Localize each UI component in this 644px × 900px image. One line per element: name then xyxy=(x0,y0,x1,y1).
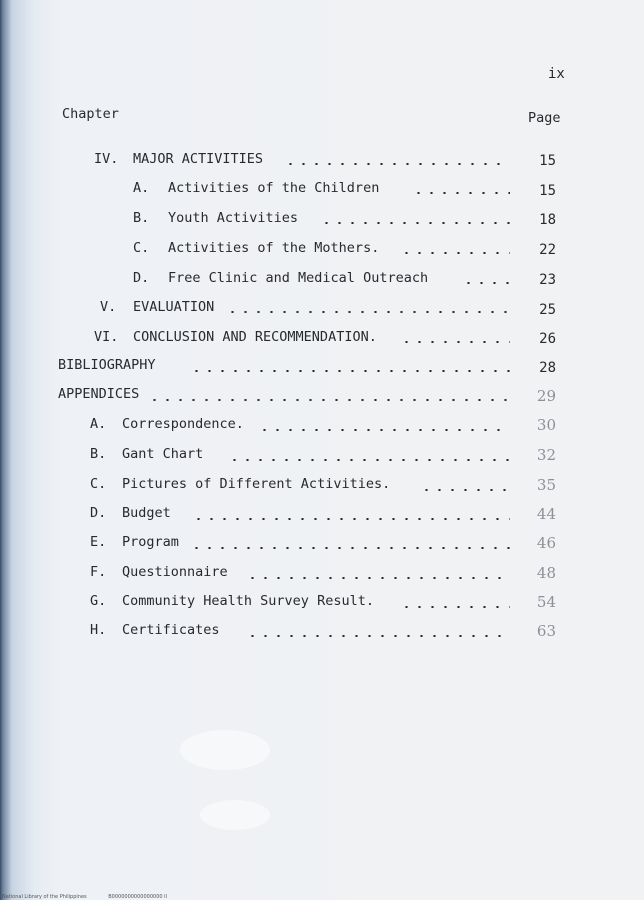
entry-page: 30 xyxy=(536,416,556,434)
leader-dots xyxy=(246,635,510,637)
entry-page: 46 xyxy=(536,534,556,552)
chapter-heading: Chapter xyxy=(62,106,119,122)
entry-label: F. xyxy=(90,564,107,580)
entry-title: Activities of the Children xyxy=(168,180,380,196)
leader-dots xyxy=(190,547,510,549)
leader-dots xyxy=(190,370,510,372)
leader-dots xyxy=(400,341,510,343)
entry-page: 15 xyxy=(539,183,556,199)
entry-page: 25 xyxy=(539,302,556,318)
entry-title: Certificates xyxy=(122,622,220,638)
leader-dots xyxy=(400,252,510,254)
leader-dots xyxy=(246,577,510,579)
entry-page: 35 xyxy=(536,476,556,494)
footer-left: National Library of the Philippines xyxy=(2,894,87,900)
entry-label: V. xyxy=(100,299,117,315)
entry-title: CONCLUSION AND RECOMMENDATION. xyxy=(133,329,377,345)
entry-title: Youth Activities xyxy=(168,210,299,226)
entry-page: 48 xyxy=(536,564,556,582)
entry-title: Free Clinic and Medical Outreach xyxy=(168,270,429,286)
entry-title: Gant Chart xyxy=(122,446,204,462)
leader-dots xyxy=(148,399,510,401)
entry-page: 29 xyxy=(536,387,556,405)
entry-page: 54 xyxy=(536,593,556,611)
leader-dots xyxy=(420,489,510,491)
page-number: ix xyxy=(548,66,565,82)
scan-footer xyxy=(2,894,187,900)
entry-page: 28 xyxy=(539,360,556,376)
paper-blemish xyxy=(200,800,270,830)
leader-dots xyxy=(412,192,510,194)
entry-title: Questionnaire xyxy=(122,564,228,580)
leader-dots xyxy=(400,606,510,608)
entry-page: 32 xyxy=(536,446,556,464)
page-column-heading: Page xyxy=(528,110,561,126)
leader-dots xyxy=(258,429,510,431)
entry-title: BIBLIOGRAPHY xyxy=(58,357,156,373)
entry-title: Community Health Survey Result. xyxy=(122,593,374,609)
entry-label: VI. xyxy=(94,329,119,345)
entry-label: G. xyxy=(90,593,107,609)
entry-title: Activities of the Mothers. xyxy=(168,240,380,256)
entry-label: D. xyxy=(133,270,150,286)
entry-title: Program xyxy=(122,534,179,550)
entry-title: APPENDICES xyxy=(58,386,140,402)
entry-label: D. xyxy=(90,505,107,521)
entry-label: B. xyxy=(133,210,150,226)
entry-page: 26 xyxy=(539,331,556,347)
entry-title: MAJOR ACTIVITIES xyxy=(133,151,264,167)
entry-page: 23 xyxy=(539,272,556,288)
entry-page: 44 xyxy=(536,505,556,523)
entry-label: A. xyxy=(133,180,150,196)
leader-dots xyxy=(228,459,510,461)
entry-title: Correspondence. xyxy=(122,416,244,432)
entry-title: Pictures of Different Activities. xyxy=(122,476,391,492)
entry-label: A. xyxy=(90,416,107,432)
leader-dots xyxy=(320,222,510,224)
leader-dots xyxy=(192,518,510,520)
entry-label: IV. xyxy=(94,151,119,167)
leader-dots xyxy=(284,163,510,165)
entry-title: Budget xyxy=(122,505,171,521)
entry-page: 15 xyxy=(539,153,556,169)
leader-dots xyxy=(226,311,510,313)
entry-label: C. xyxy=(90,476,107,492)
paper-blemish xyxy=(180,730,270,770)
entry-label: H. xyxy=(90,622,107,638)
footer-right: B0000000000000000 ll xyxy=(108,894,167,900)
entry-page: 18 xyxy=(539,212,556,228)
entry-title: EVALUATION xyxy=(133,299,215,315)
entry-page: 22 xyxy=(539,242,556,258)
entry-label: C. xyxy=(133,240,150,256)
leader-dots xyxy=(462,282,510,284)
entry-label: B. xyxy=(90,446,107,462)
entry-label: E. xyxy=(90,534,107,550)
entry-page: 63 xyxy=(536,622,556,640)
